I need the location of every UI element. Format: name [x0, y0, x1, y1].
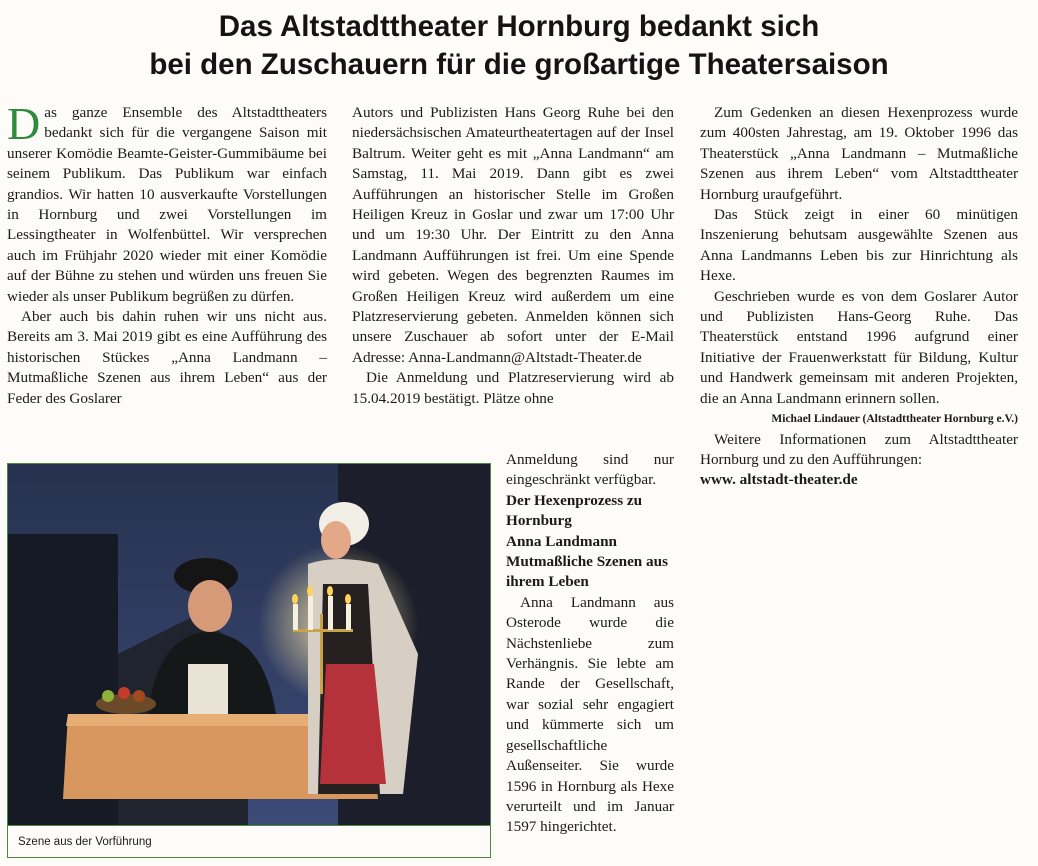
scene-photo-illustration: [8, 464, 490, 825]
paragraph: Die Anmeldung und Platzreservierung wird ab 15.04.2019 bestätigt. Plätze ohne: [352, 369, 674, 407]
apple: [102, 690, 114, 702]
subheading-hexenprozess: Der Hexenprozess zu Hornburg: [506, 491, 643, 530]
column-3: [700, 103, 1018, 491]
candle: [308, 596, 313, 630]
candle: [346, 604, 351, 630]
apple: [118, 687, 130, 699]
column-2-lower: [506, 450, 674, 838]
apple: [133, 690, 145, 702]
paragraph: Geschrieben wurde es von dem Goslarer Autor und Publizisten Hans-Georg Ruhe. Das Theaterstück entstand 1996 aufgrund einer Initiative der Frauenwerkstatt für Bildung, Kultur und Handwerk gemeinsam mit anderen Projekten, die an Anna Landmann erinnern sollen.: [700, 287, 1018, 407]
paragraph: Aber auch bis dahin ruhen wir uns nicht aus. Bereits am 3. Mai 2019 gibt es eine Aufführung des historischen Stückes „Anna Landmann – Mutmaßliche Szenen aus ihrem Leben“ aus der Feder des Goslarer: [7, 308, 327, 407]
scene-photo: [7, 463, 491, 858]
headline-line-2: bei den Zuschauern für die großartige Theatersaison: [149, 48, 889, 81]
column-1: [7, 98, 327, 409]
info-text: [700, 430, 1018, 491]
flame: [292, 594, 298, 604]
man-face: [188, 580, 232, 632]
subheading-anna-landmann: Anna Landmann Mutmaßliche Szenen aus ihrem Leben: [506, 532, 669, 591]
column-2: [352, 103, 674, 409]
candle: [293, 604, 298, 630]
paragraph: Anna Landmann aus Osterode wurde die Nächstenliebe zum Verhängnis. Sie lebte am Rande der Gesellschaft, war sozial sehr engagiert und kümmerte sich um gesellschaftliche Außenseiter. Sie wurde 1596 in Hornburg als Hexe verurteilt und im Januar 1597 hingerichtet.: [506, 593, 674, 836]
flame: [307, 586, 313, 596]
website-url[interactable]: www. altstadt-theater.de: [700, 471, 858, 489]
paragraph: Zum Gedenken an diesen Hexenprozess wurde zum 400sten Jahrestag, am 19. Oktober 1996 das Theaterstück „Anna Landmann – Mutmaßliche Szenen aus ihrem Leben“ vom Altstadttheater Hornburg uraufgeführt.: [700, 104, 1018, 203]
paragraph-text: as ganze Ensemble des Altstadttheaters bedankt sich für die vergangene Saison mit unserer Komödie Beamte-Geister-Gummibäume bei seinem Publikum. Das Publikum war einfach grandios. Wir hatten 10 ausverkaufte Vorstellungen in Hornburg und zwei Vorstellungen im Lessingtheater in Wolfenbüttel. Wir versprechen auch im Frühjahr 2020 wieder mit einer Komödie auf der Bühne zu stehen und würden uns freuen Sie wieder als unser Publikum begrüßen zu dürfen.: [7, 104, 327, 305]
candelabra-arm: [293, 629, 353, 632]
flame: [345, 594, 351, 604]
ruff-collar: [188, 664, 228, 719]
paragraph: Das Stück zeigt in einer 60 minütigen Inszenierung behutsam ausgewählte Szenen aus Anna Landmanns Leben bis zur Hinrichtung als Hexe.: [700, 206, 1018, 285]
info-label: Weitere Informationen zum Altstadttheater Hornburg und zu den Aufführungen:: [700, 430, 1018, 468]
headline-line-1: Das Altstadttheater Hornburg bedankt sich: [218, 10, 820, 43]
photo-caption: Szene aus der Vorführung: [8, 825, 490, 857]
flame: [327, 586, 333, 596]
candelabra: [320, 614, 323, 694]
drop-cap: D: [7, 98, 41, 149]
woman-face: [321, 521, 351, 559]
headline: [0, 8, 1038, 84]
paragraph: Autors und Publizisten Hans Georg Ruhe bei den niedersächsischen Amateurtheatertagen auf der Insel Baltrum. Weiter geht es mit „Anna Landmann“ am Samstag, 11. Mai 2019. Dann gibt es zwei Aufführungen an historischer Stelle im Großen Heiligen Kreuz in Goslar und zwar um 17:00 Uhr und um 19:30 Uhr. Der Eintritt zu den Anna Landmann Aufführungen ist frei. Um eine Spende wird gebeten. Wegen des begrenzten Raumes im Großen Heiligen Kreuz wird außerdem um eine Platzreservierung gebeten. Anmelden können sich unsere Zuschauer ab sofort unter der E-Mail Adresse: Anna-Landmann@Altstadt-Theater.de: [352, 104, 674, 366]
paragraph: [7, 98, 327, 307]
candle: [328, 596, 333, 630]
paragraph: Anmeldung sind nur eingeschränkt verfügbar.: [506, 451, 674, 489]
author-signature: Michael Lindauer (Altstadttheater Hornburg e.V.): [771, 413, 1018, 426]
